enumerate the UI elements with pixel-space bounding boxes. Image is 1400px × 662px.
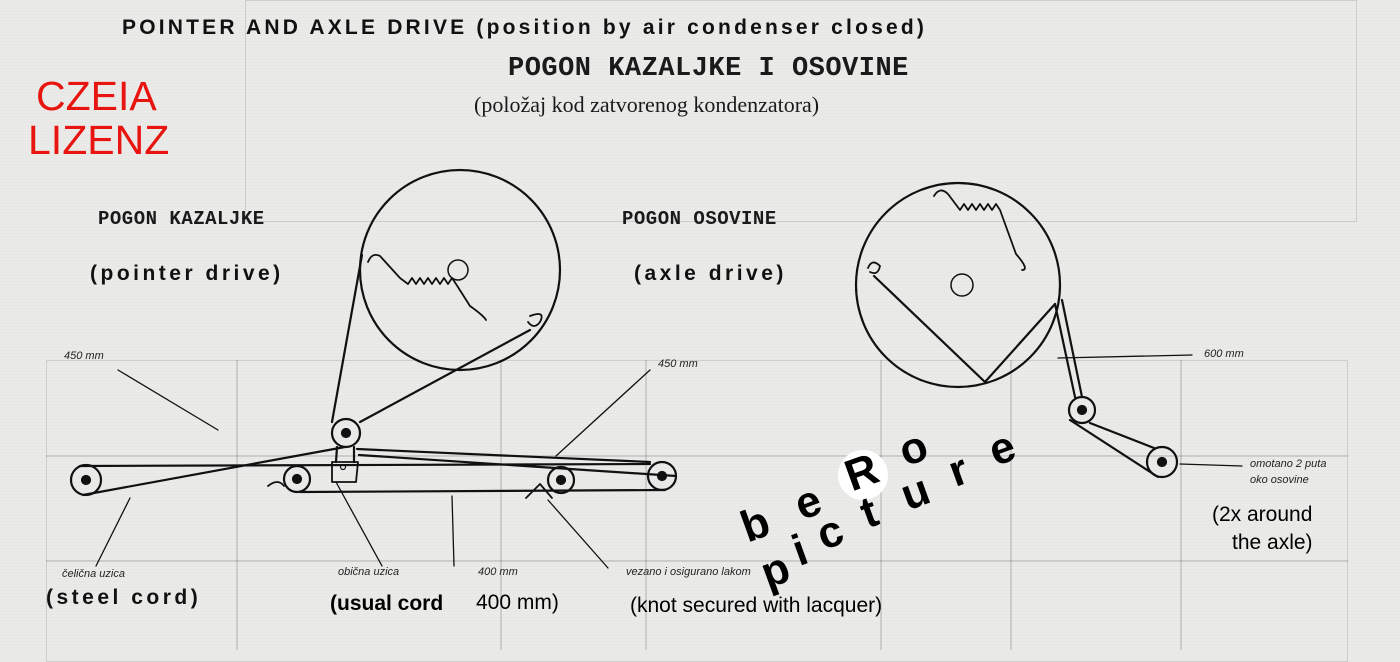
axle-spring xyxy=(934,190,1025,270)
pointer-pulley-upper-hub xyxy=(342,429,350,437)
subtitle-yugoslav: (položaj kod zatvorenog kondenzatora) xyxy=(474,92,820,117)
pointer-spring-hook xyxy=(528,314,542,326)
title-english: POINTER AND AXLE DRIVE (position by air condenser closed) xyxy=(122,16,928,39)
pointer-drive-label-en: (pointer drive) xyxy=(90,262,284,285)
leader-450-right xyxy=(556,370,650,456)
axle-drive-label-yu: POGON OSOVINE xyxy=(622,208,777,230)
pointer-pulley-mid-right-hub xyxy=(557,476,565,484)
axle-cord-5 xyxy=(1070,420,1158,477)
title-yugoslav: POGON KAZALJKE I OSOVINE xyxy=(508,54,909,84)
usual-cord-label-en: (usual cord xyxy=(330,592,444,615)
badge-letter-c: c xyxy=(810,505,850,560)
wound-label-yu-2: oko osovine xyxy=(1250,474,1309,486)
badge-letter-o: o xyxy=(892,420,935,477)
usual-length-label-yu: 400 mm xyxy=(478,566,518,578)
knot-label-en: (knot secured with lacquer) xyxy=(630,594,883,617)
badge-letter-p: p xyxy=(754,542,797,599)
leader-knot xyxy=(548,500,608,568)
length-label-left: 450 mm xyxy=(64,350,104,362)
badge-letter-i: i xyxy=(785,525,815,576)
pointer-spring xyxy=(368,255,486,320)
usual-cord-label-yu: obična uzica xyxy=(338,566,400,578)
knot-label-yu: vezano i osigurano lakom xyxy=(626,566,751,578)
steel-cord-label-yu: čelična uzica xyxy=(62,568,125,580)
axle-cord-1 xyxy=(874,276,985,382)
badge-letter-t: t xyxy=(853,487,885,539)
cord-bottom xyxy=(300,490,665,492)
watermark-line-2: LIZENZ xyxy=(28,117,170,163)
badge-letter-e2: e xyxy=(982,421,1022,476)
cord-hook-left xyxy=(268,482,284,486)
steel-cord-label-en: (steel cord) xyxy=(46,586,202,609)
pointer-pulley-mid-hub xyxy=(293,475,301,483)
leader-600 xyxy=(1058,355,1192,358)
leader-450-left xyxy=(118,370,218,430)
axle-cord-4 xyxy=(1090,423,1154,448)
axle-pulley-lower-hub xyxy=(1158,458,1166,466)
watermark-line-1: CZEIA xyxy=(36,73,157,119)
badge-letter-b: b xyxy=(734,496,777,553)
pointer-pulley-left-hub xyxy=(82,476,90,484)
badge-letter-r: r xyxy=(941,444,975,497)
pointer-drum-hub xyxy=(448,260,468,280)
axle-pulley-upper-hub xyxy=(1078,406,1086,414)
length-label-right: 450 mm xyxy=(658,358,698,370)
cord-right-upper xyxy=(357,449,650,462)
leader-usual xyxy=(336,482,382,566)
wound-label-en-2: the axle) xyxy=(1232,531,1313,554)
cord-to-drum xyxy=(332,255,362,422)
leader-steel xyxy=(96,498,130,566)
cord-left-upper xyxy=(80,464,650,466)
usual-length-label-en: 400 mm) xyxy=(476,591,559,614)
leader-400 xyxy=(452,496,454,566)
axle-drum-hub xyxy=(951,274,973,296)
length-label-axle: 600 mm xyxy=(1204,348,1244,360)
axle-cord-2 xyxy=(985,304,1055,382)
leader-wound xyxy=(1180,464,1242,466)
wound-label-en-1: (2x around xyxy=(1212,503,1313,526)
badge-letter-R: R xyxy=(838,444,886,501)
axle-hook-left xyxy=(868,262,880,273)
pointer-drive-label-yu: POGON KAZALJKE xyxy=(98,208,265,230)
pointer-drum xyxy=(360,170,560,370)
badge-letter-e: e xyxy=(788,475,828,530)
wound-label-yu-1: omotano 2 puta xyxy=(1250,458,1327,470)
axle-drive-label-en: (axle drive) xyxy=(634,262,787,285)
badge-letter-u: u xyxy=(894,464,937,521)
cord-to-drum-right xyxy=(360,330,530,422)
